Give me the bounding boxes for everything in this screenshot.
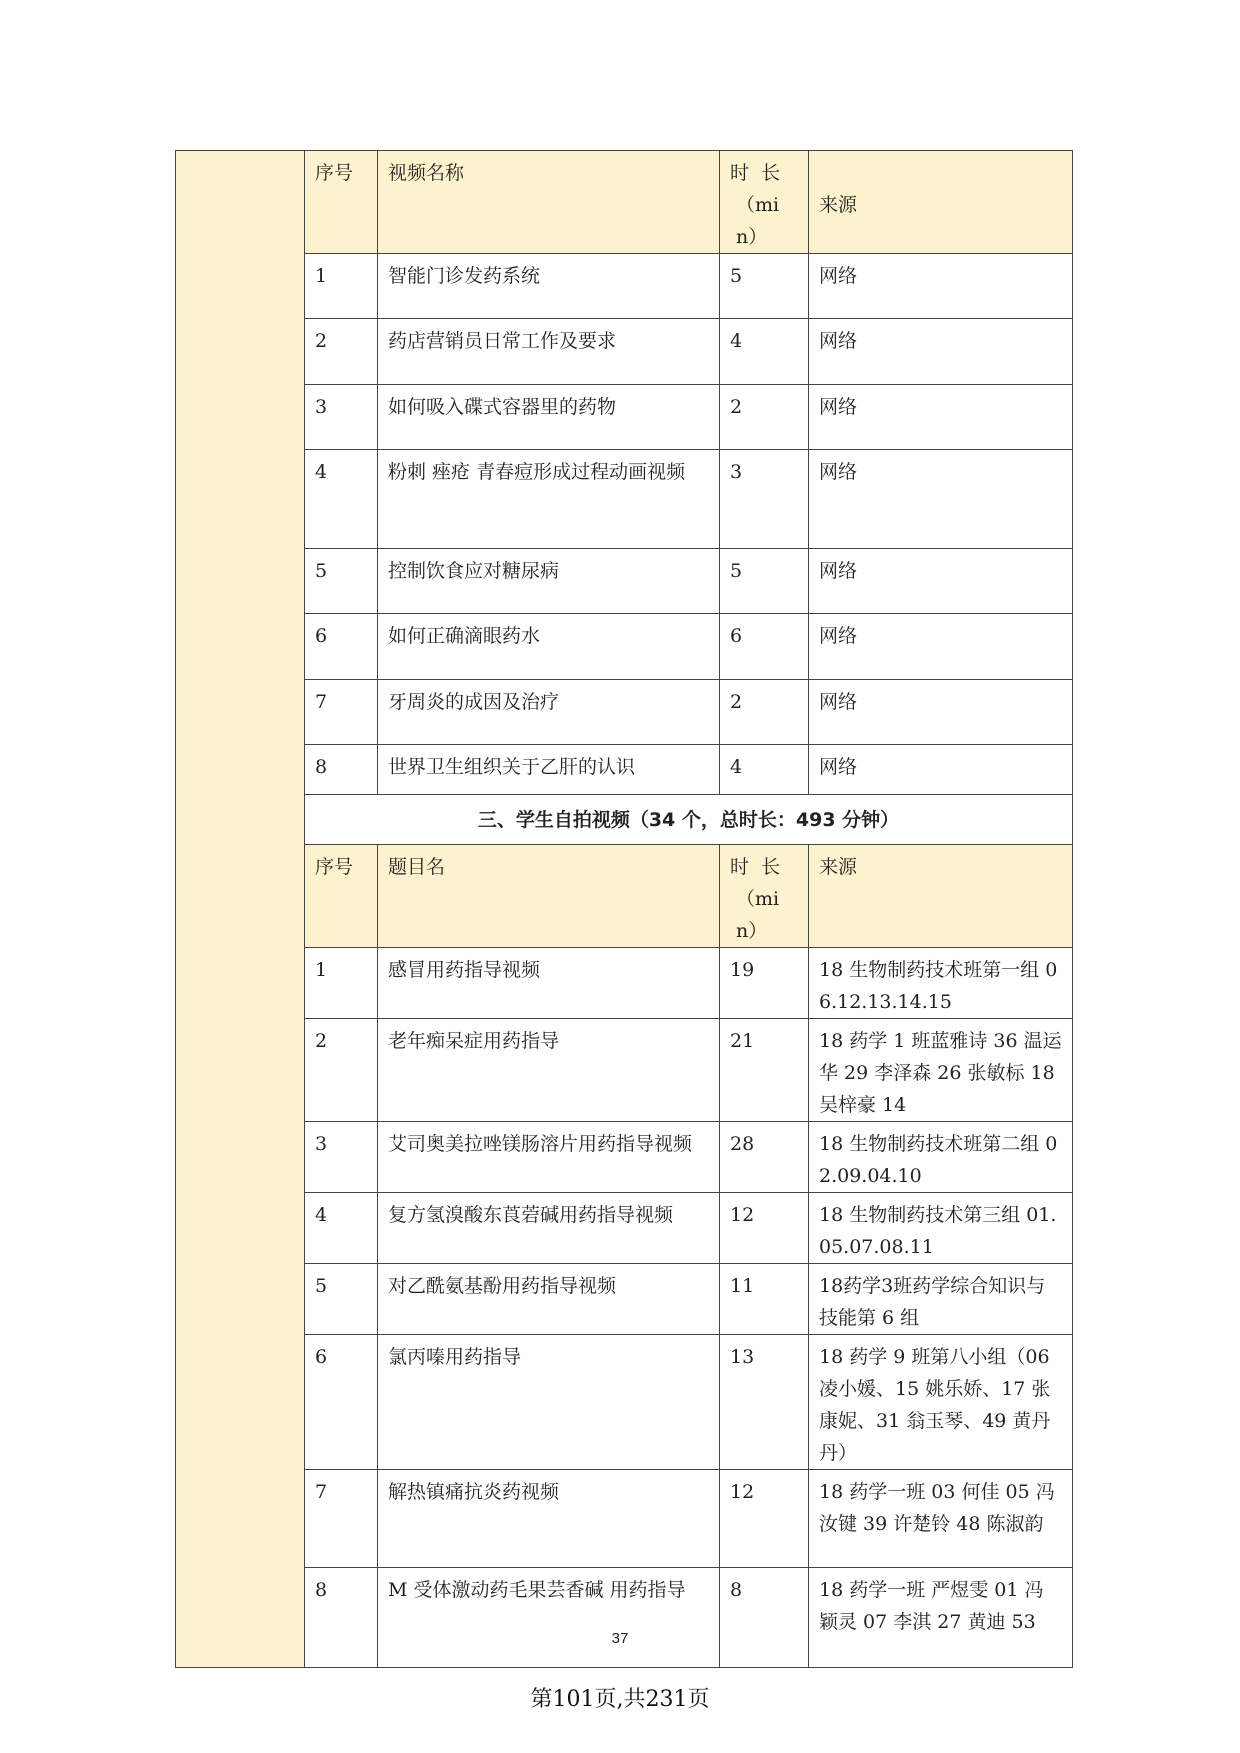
section-title-row	[176, 795, 1073, 845]
row-no: 1	[305, 948, 378, 1019]
row-name: 世界卫生组织关于乙肝的认识	[378, 745, 720, 795]
row-source: 18 生物制药技术班第二组 02.09.04.10	[809, 1122, 1073, 1193]
row-name: 复方氢溴酸东莨菪碱用药指导视频	[378, 1193, 720, 1264]
table-row	[176, 614, 1073, 680]
row-name: 如何正确滴眼药水	[378, 614, 720, 680]
row-duration: 2	[720, 680, 809, 745]
row-name: 如何吸入碟式容器里的药物	[378, 385, 720, 450]
row-no: 7	[305, 680, 378, 745]
row-source: 18药学3班药学综合知识与技能第 6 组	[809, 1264, 1073, 1335]
row-source: 网络	[809, 254, 1073, 319]
row-duration: 11	[720, 1264, 809, 1335]
table1-header-row	[176, 151, 1073, 254]
row-source: 网络	[809, 549, 1073, 614]
row-duration: 12	[720, 1470, 809, 1568]
row-name: 药店营销员日常工作及要求	[378, 319, 720, 385]
table-row	[176, 1019, 1073, 1122]
table-row	[176, 254, 1073, 319]
table-row	[176, 549, 1073, 614]
row-no: 8	[305, 745, 378, 795]
table-row	[176, 948, 1073, 1019]
table1-header-no: 序号	[305, 151, 378, 254]
page-footer: 第101页,共231页	[530, 1687, 710, 1712]
row-no: 2	[305, 1019, 378, 1122]
row-no: 4	[305, 1193, 378, 1264]
row-no: 2	[305, 319, 378, 385]
row-duration: 4	[720, 319, 809, 385]
table1-header-source: 来源	[809, 151, 1073, 254]
row-name: 感冒用药指导视频	[378, 948, 720, 1019]
row-no: 1	[305, 254, 378, 319]
row-source: 网络	[809, 614, 1073, 680]
row-duration: 2	[720, 385, 809, 450]
row-source: 网络	[809, 745, 1073, 795]
duration-unit: （min）	[736, 194, 780, 248]
row-duration: 21	[720, 1019, 809, 1122]
row-duration: 8	[720, 1568, 809, 1668]
table-row	[176, 385, 1073, 450]
row-no: 3	[305, 1122, 378, 1193]
table2-header-row	[176, 845, 1073, 948]
table2-header-duration	[720, 845, 809, 948]
row-name: 氯丙嗪用药指导	[378, 1335, 720, 1470]
row-no: 6	[305, 614, 378, 680]
table-row	[176, 1335, 1073, 1470]
row-no: 6	[305, 1335, 378, 1470]
row-no: 7	[305, 1470, 378, 1568]
section-title: 三、学生自拍视频（34 个，总时长：493 分钟）	[305, 795, 1073, 845]
row-duration: 13	[720, 1335, 809, 1470]
table-row	[176, 319, 1073, 385]
table-row	[176, 1122, 1073, 1193]
row-source: 18 药学 9 班第八小组（06 凌小媛、15 姚乐娇、17 张康妮、31 翁玉琴、49 黄丹丹）	[809, 1335, 1073, 1470]
row-name: 粉刺 痤疮 青春痘形成过程动画视频	[378, 450, 720, 549]
row-name: 老年痴呆症用药指导	[378, 1019, 720, 1122]
table-row	[176, 450, 1073, 549]
row-duration: 3	[720, 450, 809, 549]
table2-header-name: 题目名	[378, 845, 720, 948]
row-name: 控制饮食应对糖尿病	[378, 549, 720, 614]
row-duration: 4	[720, 745, 809, 795]
row-source: 网络	[809, 385, 1073, 450]
row-name: 解热镇痛抗炎药视频	[378, 1470, 720, 1568]
row-name: 智能门诊发药系统	[378, 254, 720, 319]
row-source: 18 生物制药技术班第一组 06.12.13.14.15	[809, 948, 1073, 1019]
row-duration: 5	[720, 549, 809, 614]
duration-label: 时 长	[730, 162, 781, 184]
table-row	[176, 1264, 1073, 1335]
table1-header-name: 视频名称	[378, 151, 720, 254]
row-no: 5	[305, 549, 378, 614]
row-no: 3	[305, 385, 378, 450]
row-source: 18 药学一班 03 何佳 05 冯汝键 39 许楚铃 48 陈淑韵	[809, 1470, 1073, 1568]
row-name: 牙周炎的成因及治疗	[378, 680, 720, 745]
video-table	[175, 150, 1073, 1668]
table2-header-source: 来源	[809, 845, 1073, 948]
row-name: M 受体激动药毛果芸香碱 用药指导	[378, 1568, 720, 1668]
table-row	[176, 1470, 1073, 1568]
row-no: 8	[305, 1568, 378, 1668]
row-no: 5	[305, 1264, 378, 1335]
row-name: 对乙酰氨基酚用药指导视频	[378, 1264, 720, 1335]
table-row	[176, 745, 1073, 795]
table1-header-duration	[720, 151, 809, 254]
row-source: 网络	[809, 319, 1073, 385]
row-duration: 12	[720, 1193, 809, 1264]
row-no: 4	[305, 450, 378, 549]
left-column-cell	[176, 151, 305, 1668]
duration-unit: （min）	[736, 888, 780, 942]
page-number: 37	[611, 1630, 629, 1647]
table-row	[176, 1193, 1073, 1264]
row-source: 18 药学 1 班蓝雅诗 36 温运华 29 李泽森 26 张敏标 18 吴梓豪 14	[809, 1019, 1073, 1122]
row-name: 艾司奥美拉唑镁肠溶片用药指导视频	[378, 1122, 720, 1193]
row-source: 网络	[809, 680, 1073, 745]
row-duration: 28	[720, 1122, 809, 1193]
row-source: 网络	[809, 450, 1073, 549]
row-source: 18 药学一班 严煜雯 01 冯颖灵 07 李淇 27 黄迪 53	[809, 1568, 1073, 1668]
row-duration: 5	[720, 254, 809, 319]
table2-header-no: 序号	[305, 845, 378, 948]
duration-label: 时 长	[730, 856, 781, 878]
row-duration: 6	[720, 614, 809, 680]
row-source: 18 生物制药技术第三组 01.05.07.08.11	[809, 1193, 1073, 1264]
table-row	[176, 1568, 1073, 1668]
table-row	[176, 680, 1073, 745]
row-duration: 19	[720, 948, 809, 1019]
